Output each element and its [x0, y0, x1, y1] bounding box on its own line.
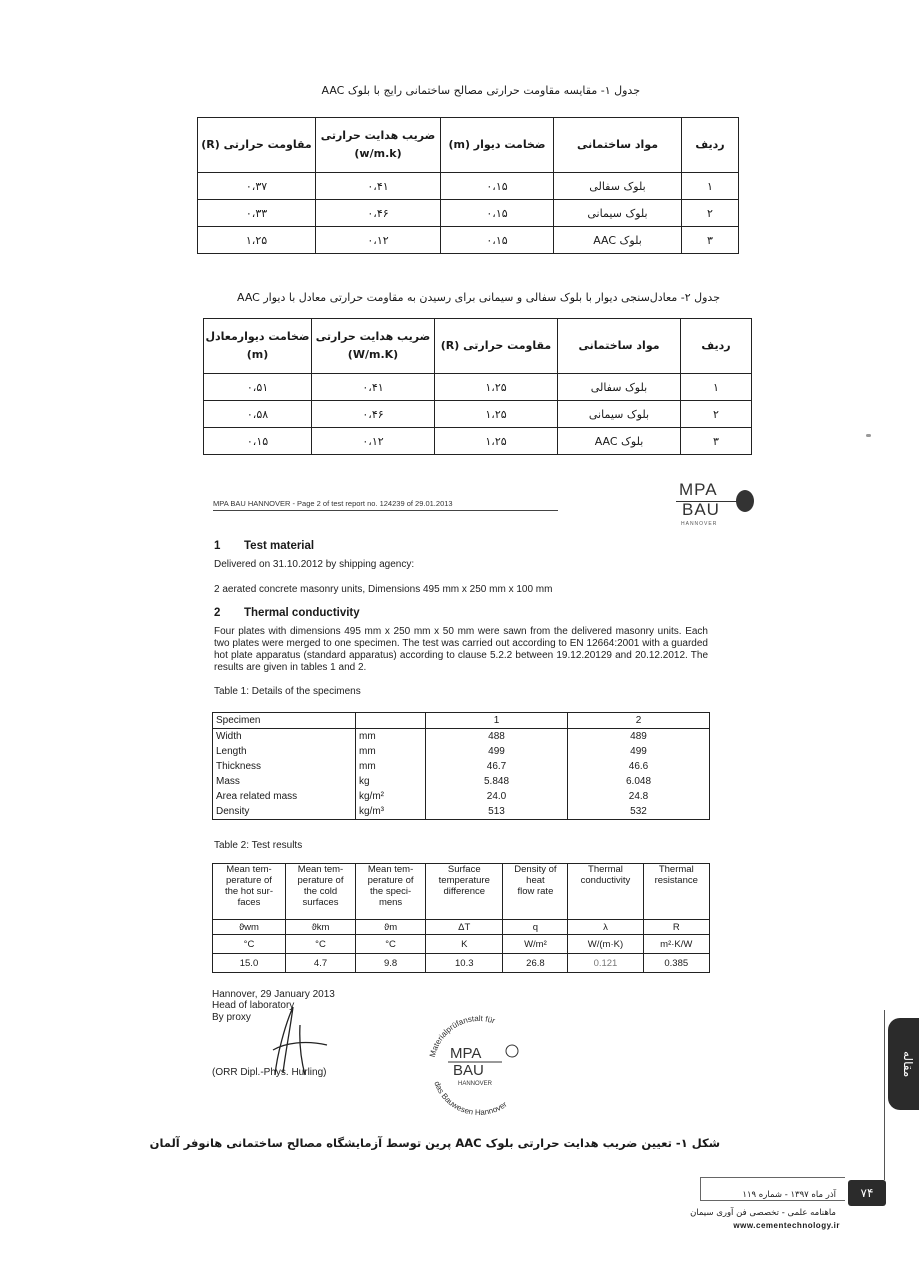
table-cell: ۲	[682, 200, 739, 227]
table-cell: ۱،۲۵	[435, 401, 558, 428]
table-row	[204, 428, 752, 455]
table-cell: ΔT	[426, 920, 503, 935]
section2-number: 2	[214, 607, 221, 619]
scan-speck	[866, 434, 871, 437]
section1-delivery: Delivered on 31.10.2012 by shipping agency:	[214, 559, 415, 570]
table-cell: mm	[356, 729, 426, 745]
table-cell: ۱	[681, 374, 752, 401]
table-cell: 26.8	[503, 954, 568, 973]
table-cell: ۱،۲۵	[198, 227, 316, 254]
table-cell: 6.048	[568, 774, 710, 789]
report-table2	[212, 863, 710, 973]
table-cell: 46.6	[568, 759, 710, 774]
table2-fa-header: مواد ساختمانی	[558, 319, 681, 374]
table-row	[213, 759, 710, 774]
page-number: ۷۴	[848, 1180, 886, 1206]
table-cell: ۰،۱۵	[441, 227, 554, 254]
table-cell: Mean tem- perature of the cold surfaces	[285, 864, 355, 920]
table-cell: Density of heat flow rate	[503, 864, 568, 920]
table1-fa-header: مقاومت حرارتی (R)	[198, 118, 316, 173]
mpa-stamp	[420, 1008, 538, 1120]
logo-emblem-icon	[736, 490, 754, 512]
signature-date: Hannover, 29 January 2013	[212, 989, 335, 1000]
table2-fa-caption: جدول ۲- معادل‌سنجی دیوار با بلوک سفالی و سیمانی برای رسیدن به مقاومت حرارتی معادل با دیوار AAC	[237, 291, 720, 304]
margin-rule	[884, 1010, 885, 1180]
table-cell: ۰،۳۳	[198, 200, 316, 227]
table-cell: 499	[426, 744, 568, 759]
table-cell: mm	[356, 759, 426, 774]
table-cell: ۰،۵۸	[204, 401, 312, 428]
table-cell: ۲	[681, 401, 752, 428]
stamp-center-bau: BAU	[453, 1062, 484, 1079]
section2-title: Thermal conductivity	[244, 607, 360, 619]
table-cell: 24.8	[568, 789, 710, 804]
table-cell: 5.848	[426, 774, 568, 789]
stamp-seal-icon	[420, 1008, 538, 1120]
table1-fa-header: مواد ساختمانی	[554, 118, 682, 173]
report-table1	[212, 712, 710, 820]
table-cell: Specimen	[213, 713, 356, 729]
table-cell: q	[503, 920, 568, 935]
table1-fa-header: ردیف	[682, 118, 739, 173]
table-cell: بلوک سیمانی	[558, 401, 681, 428]
table-cell: 513	[426, 804, 568, 820]
table-row	[213, 920, 710, 935]
table-cell: Mass	[213, 774, 356, 789]
table-cell: Thermal conductivity	[568, 864, 643, 920]
table-cell: ۰،۵۱	[204, 374, 312, 401]
table2-fa-header: مقاومت حرارتی (R)	[435, 319, 558, 374]
table-cell: 24.0	[426, 789, 568, 804]
table1-fa-header: ضریب هدایت حرارتی (w/m.k)	[316, 118, 441, 173]
table-cell: ۱	[682, 173, 739, 200]
report-table2-caption: Table 2: Test results	[214, 840, 303, 851]
table-row	[204, 374, 752, 401]
table-cell: ۳	[681, 428, 752, 455]
table-cell: Mean tem- perature of the speci- mens	[356, 864, 426, 920]
table-cell: ۰،۴۱	[312, 374, 435, 401]
table-cell: Mean tem- perature of the hot sur- faces	[213, 864, 286, 920]
table-cell: Thickness	[213, 759, 356, 774]
table-cell: 10.3	[426, 954, 503, 973]
stamp-top-arc-text: Materialprüfanstalt für	[427, 1013, 497, 1059]
report-table1-caption: Table 1: Details of the specimens	[214, 686, 361, 697]
table-cell: ϑm	[356, 920, 426, 935]
table-cell: ۰،۱۵	[441, 200, 554, 227]
table-cell: بلوک سیمانی	[554, 200, 682, 227]
table-cell: ۰،۴۱	[316, 173, 441, 200]
table-cell: 532	[568, 804, 710, 820]
table2-fa-header: ضریب هدایت حرارتی (W/m.K)	[312, 319, 435, 374]
mpa-bau-logo	[676, 480, 756, 530]
signature-proxy: By proxy	[212, 1012, 251, 1023]
table-cell: ϑwm	[213, 920, 286, 935]
table-row	[213, 789, 710, 804]
table-row	[198, 200, 739, 227]
table-row	[204, 401, 752, 428]
table-cell: Thermal resistance	[643, 864, 709, 920]
table-cell: ۰،۱۵	[441, 173, 554, 200]
table-row	[213, 744, 710, 759]
signature-role: Head of laboratory	[212, 1000, 295, 1011]
table-cell: °C	[213, 935, 286, 954]
table-cell: W/m²	[503, 935, 568, 954]
stamp-bottom-arc-text: das Bauwesen Hannover	[432, 1080, 509, 1118]
table1-fa-caption: جدول ۱- مقایسه مقاومت حرارتی مصالح ساختمانی رایج با بلوک AAC	[321, 84, 640, 97]
table-cell: بلوک AAC	[558, 428, 681, 455]
table-cell: kg/m³	[356, 804, 426, 820]
table-cell: m²·K/W	[643, 935, 709, 954]
table-cell: K	[426, 935, 503, 954]
footer-magazine: ماهنامه علمی - تخصصی فن آوری سیمان	[690, 1208, 836, 1218]
table-cell: بلوک AAC	[554, 227, 682, 254]
table-row	[213, 804, 710, 820]
table-cell: mm	[356, 744, 426, 759]
table-row	[213, 729, 710, 745]
table-cell: بلوک سفالی	[554, 173, 682, 200]
table-cell: 15.0	[213, 954, 286, 973]
table-cell: Width	[213, 729, 356, 745]
table-cell: 4.7	[285, 954, 355, 973]
section1-dimensions: 2 aerated concrete masonry units, Dimensions 495 mm x 250 mm x 100 mm	[214, 584, 553, 595]
logo-bau-text: BAU	[682, 500, 720, 519]
table-row	[198, 227, 739, 254]
report-header-rule	[213, 510, 558, 511]
table-cell: ۰،۳۷	[198, 173, 316, 200]
table-cell: 9.8	[356, 954, 426, 973]
figure-caption: شکل ۱- تعیین ضریب هدایت حرارتی بلوک AAC پرین توسط آزمایشگاه مصالح ساختمانی هانوفر آلمان	[149, 1136, 720, 1150]
table-cell: ۰،۴۶	[316, 200, 441, 227]
table1-fa-header: ضخامت دیوار (m)	[441, 118, 554, 173]
table-cell: λ	[568, 920, 643, 935]
table-cell: 2	[568, 713, 710, 729]
table-cell: kg	[356, 774, 426, 789]
stamp-center-hannover: HANNOVER	[458, 1081, 493, 1087]
signature-name: (ORR Dipl.-Phys. Hurling)	[212, 1067, 327, 1078]
table-cell: 488	[426, 729, 568, 745]
table-cell: Area related mass	[213, 789, 356, 804]
table-cell: ۱،۲۵	[435, 428, 558, 455]
table2-fa	[203, 318, 752, 455]
table-cell: Density	[213, 804, 356, 820]
table-row	[198, 173, 739, 200]
table-row	[213, 713, 710, 729]
table-row	[213, 774, 710, 789]
section1-number: 1	[214, 540, 221, 552]
table-cell: 46.7	[426, 759, 568, 774]
logo-mpa-text: MPA	[679, 480, 718, 499]
section2-paragraph: Four plates with dimensions 495 mm x 250 mm x 50 mm were sawn from the delivered masonry units. Each two plates were merged to one specimen. The test was carried out according to EN 12664:2001 with a guarded hot plate apparatus (standard apparatus) according to clause 5.2.2 between 19.12.20129 and 20.12.2012. The results are given in tables 1 and 2.	[214, 626, 708, 673]
table-cell: ϑkm	[285, 920, 355, 935]
table-cell: °C	[285, 935, 355, 954]
report-header: MPA BAU HANNOVER - Page 2 of test report no. 124239 of 29.01.2013	[213, 499, 453, 508]
table-row	[213, 935, 710, 954]
stamp-center-mpa: MPA	[450, 1045, 482, 1062]
table2-fa-header: ضخامت دیوارمعادل (m)	[204, 319, 312, 374]
table-cell: بلوک سفالی	[558, 374, 681, 401]
table-cell	[356, 713, 426, 729]
table-row	[213, 864, 710, 920]
table-cell: 499	[568, 744, 710, 759]
table-cell: ۰،۱۵	[204, 428, 312, 455]
footer-issue: آذر ماه ۱۳۹۷ - شماره ۱۱۹	[742, 1190, 836, 1200]
footer-website[interactable]: www.cementechnology.ir	[733, 1221, 840, 1230]
table-cell: 489	[568, 729, 710, 745]
table-cell: 0.385	[643, 954, 709, 973]
table-cell: Surface temperature difference	[426, 864, 503, 920]
logo-sub-text: HANNOVER	[681, 521, 718, 527]
table-cell: kg/m²	[356, 789, 426, 804]
table-cell: ۳	[682, 227, 739, 254]
table-cell: Length	[213, 744, 356, 759]
table-cell: °C	[356, 935, 426, 954]
table-cell: 0.121	[568, 954, 643, 973]
table-cell: R	[643, 920, 709, 935]
section-side-tab-label: مقاله	[901, 1050, 915, 1078]
table-cell: W/(m·K)	[568, 935, 643, 954]
section1-title: Test material	[244, 540, 315, 552]
table1-fa	[197, 117, 739, 254]
table-cell: 1	[426, 713, 568, 729]
table-row	[213, 954, 710, 973]
table-cell: ۰،۱۲	[312, 428, 435, 455]
table2-fa-header: ردیف	[681, 319, 752, 374]
table-cell: ۰،۴۶	[312, 401, 435, 428]
table-cell: ۰،۱۲	[316, 227, 441, 254]
table-cell: ۱،۲۵	[435, 374, 558, 401]
